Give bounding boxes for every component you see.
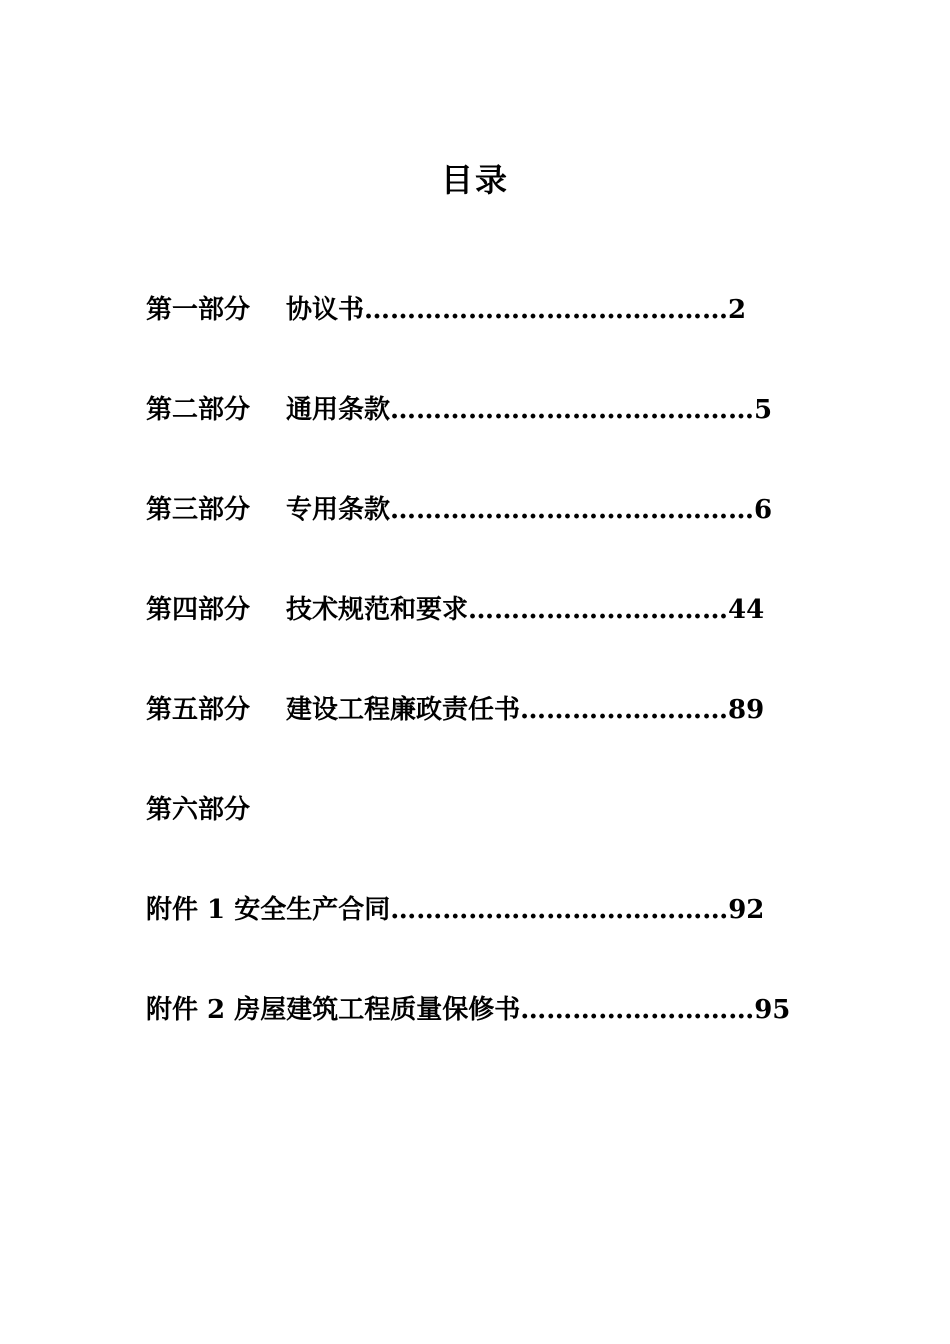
toc-page-number: 2 xyxy=(728,295,747,325)
toc-page-number: 89 xyxy=(728,695,765,725)
toc-entry-part-2 xyxy=(146,388,826,488)
toc-entry-part-3 xyxy=(146,488,826,588)
table-of-contents xyxy=(146,288,826,1088)
toc-leader-dots: …………………… xyxy=(520,695,729,725)
toc-entry-title: 专用条款 xyxy=(286,495,391,525)
toc-part-label: 第三部分 xyxy=(146,495,251,525)
toc-page-number: 6 xyxy=(754,495,773,525)
toc-part-label: 第六部分 xyxy=(146,795,251,825)
toc-leader-dots: ……………………… xyxy=(520,995,755,1025)
toc-page-number: 92 xyxy=(728,895,765,925)
toc-entry-title: 附件 1 安全生产合同 xyxy=(146,895,391,925)
toc-leader-dots: ………………………………… xyxy=(390,895,729,925)
toc-entry-part-4 xyxy=(146,588,826,688)
page-title: 目录 xyxy=(440,161,509,199)
toc-entry-title: 建设工程廉政责任书 xyxy=(286,695,521,725)
toc-page-number: 44 xyxy=(728,595,765,625)
toc-entry-title: 通用条款 xyxy=(286,395,391,425)
toc-leader-dots: …………………………………… xyxy=(364,295,729,325)
toc-leader-dots: …………………………………… xyxy=(390,395,755,425)
toc-entry-title: 技术规范和要求 xyxy=(286,595,469,625)
toc-entry-part-6 xyxy=(146,788,826,888)
toc-entry-part-1 xyxy=(146,288,826,388)
toc-leader-dots: ………………………… xyxy=(468,595,729,625)
toc-part-label: 第五部分 xyxy=(146,695,251,725)
toc-page-number: 95 xyxy=(754,995,791,1025)
toc-entry-part-5 xyxy=(146,688,826,788)
toc-page-number: 5 xyxy=(754,395,773,425)
toc-entry-title: 协议书 xyxy=(286,295,365,325)
toc-part-label: 第一部分 xyxy=(146,295,251,325)
toc-entry-attachment-2 xyxy=(146,988,826,1088)
toc-leader-dots: …………………………………… xyxy=(390,495,755,525)
toc-part-label: 第四部分 xyxy=(146,595,251,625)
toc-part-label: 第二部分 xyxy=(146,395,251,425)
toc-entry-title: 附件 2 房屋建筑工程质量保修书 xyxy=(146,995,521,1025)
toc-entry-attachment-1 xyxy=(146,888,826,988)
